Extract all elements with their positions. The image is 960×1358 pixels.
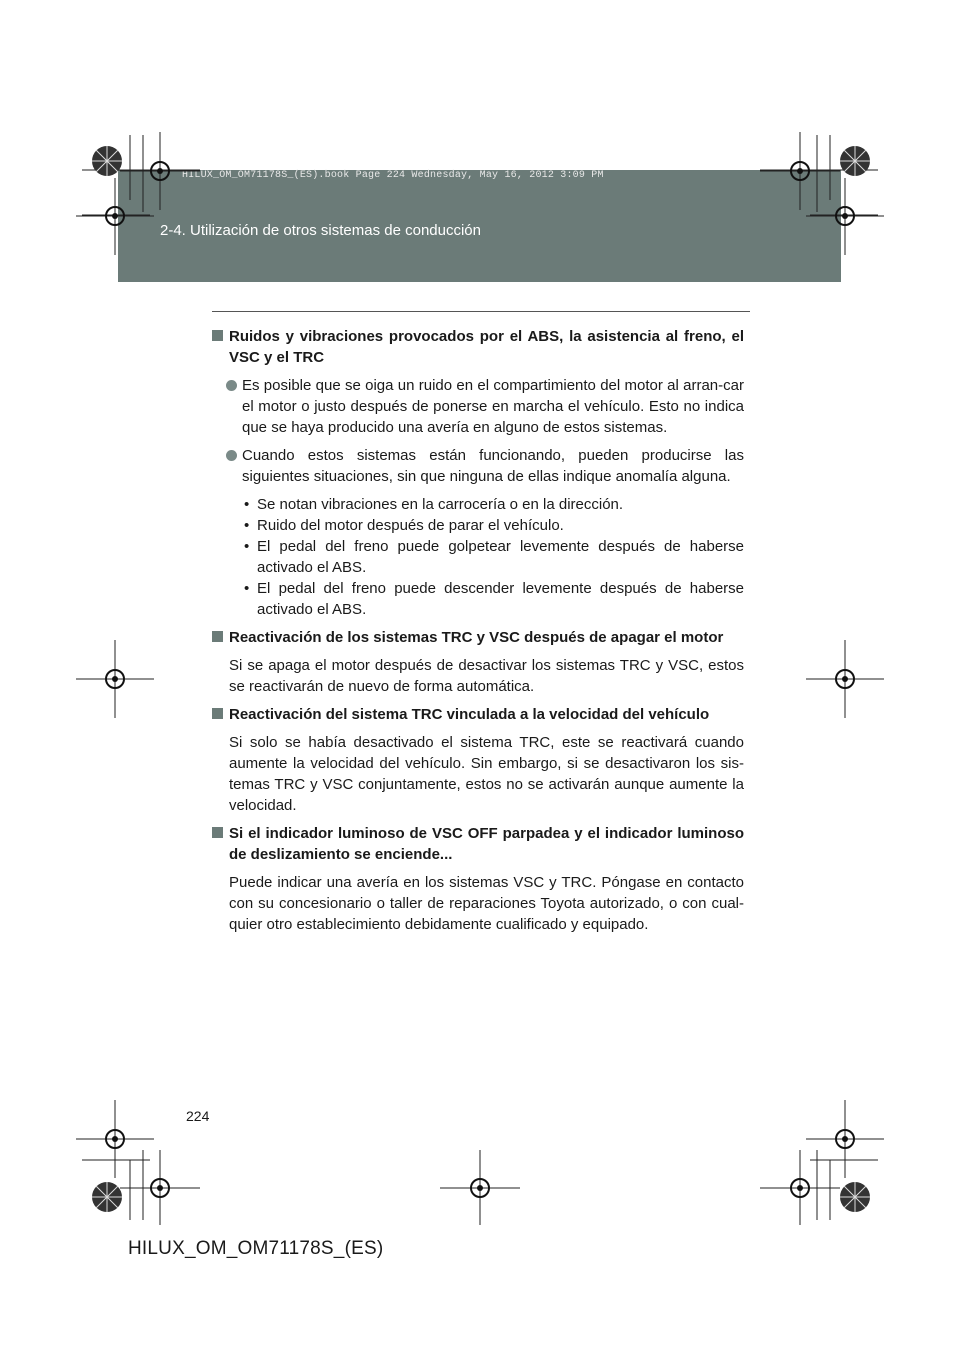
- sub-list-item-text: Ruido del motor después de parar el vehículo.: [257, 517, 564, 534]
- heading-text: Ruidos y vibraciones provocados por el ABS, la asistencia al freno, el VSC y el TRC: [229, 328, 744, 366]
- square-bullet-icon: [212, 631, 223, 642]
- paragraph: Si se apaga el motor después de desactivar los sistemas TRC y VSC, estos se reactivarán de nuevo de forma automática.: [229, 657, 744, 695]
- list-item: [212, 375, 744, 438]
- print-slug: HILUX_OM_OM71178S_(ES).book Page 224 Wednesday, May 16, 2012 3:09 PM: [182, 170, 604, 181]
- page-number: 224: [186, 1108, 210, 1124]
- bullet-icon: •: [244, 538, 250, 555]
- heading-text: Si el indicador luminoso de VSC OFF parpadea y el indicador luminoso de deslizamiento se enciende...: [229, 825, 744, 863]
- heading-trc-vsc-reactivation: [212, 627, 744, 648]
- bullet-icon: •: [244, 496, 250, 513]
- paragraph: Puede indicar una avería en los sistemas VSC y TRC. Póngase en contacto con su concesionario o taller de reparaciones Toyota autorizado, o con cual-quier otro establecimiento debidamente cualificado y equipado.: [229, 874, 744, 933]
- sub-list-item-text: El pedal del freno puede golpetear levemente después de haberse activado el ABS.: [257, 538, 744, 576]
- top-rule: [212, 311, 750, 312]
- heading-abs-noise: [212, 326, 744, 368]
- document-code: HILUX_OM_OM71178S_(ES): [128, 1238, 384, 1259]
- paragraph: Si solo se había desactivado el sistema TRC, este se reactivará cuando aumente la velocidad del vehículo. Sin embargo, si se desactivaron los sis-temas TRC y VSC conjuntamente, estos no se activarán aunque aumente la velocidad.: [229, 734, 744, 814]
- sub-bullet-list: [212, 494, 744, 620]
- heading-text: Reactivación de los sistemas TRC y VSC después de apagar el motor: [229, 629, 724, 646]
- sub-list-item-text: Se notan vibraciones en la carrocería o en la dirección.: [257, 496, 624, 513]
- square-bullet-icon: [212, 330, 223, 341]
- list-item: [212, 445, 744, 487]
- circle-bullet-icon: [226, 450, 237, 461]
- list-item-text: Cuando estos sistemas están funcionando, pueden producirse las siguientes situaciones, sin que ninguna de ellas indique anomalía alguna.: [242, 447, 744, 485]
- bullet-icon: •: [244, 517, 250, 534]
- bullet-icon: •: [244, 580, 250, 597]
- square-bullet-icon: [212, 708, 223, 719]
- sub-list-item: [212, 515, 744, 536]
- heading-text: Reactivación del sistema TRC vinculada a la velocidad del vehículo: [229, 706, 710, 723]
- heading-vsc-off-indicator: [212, 823, 744, 865]
- list-item-text: Es posible que se oiga un ruido en el compartimiento del motor al arran-car el motor o justo después de ponerse en marcha el vehículo. Esto no indica que se haya producido una avería en alguno de estos sistemas.: [242, 377, 744, 436]
- main-content: [212, 326, 744, 942]
- section-title: 2-4. Utilización de otros sistemas de conducción: [160, 222, 481, 239]
- heading-trc-speed: [212, 704, 744, 725]
- sub-list-item: [212, 536, 744, 578]
- sub-list-item-text: El pedal del freno puede descender levemente después de haberse activado el ABS.: [257, 580, 744, 618]
- sub-list-item: [212, 494, 744, 515]
- square-bullet-icon: [212, 827, 223, 838]
- circle-bullet-icon: [226, 380, 237, 391]
- sub-list-item: [212, 578, 744, 620]
